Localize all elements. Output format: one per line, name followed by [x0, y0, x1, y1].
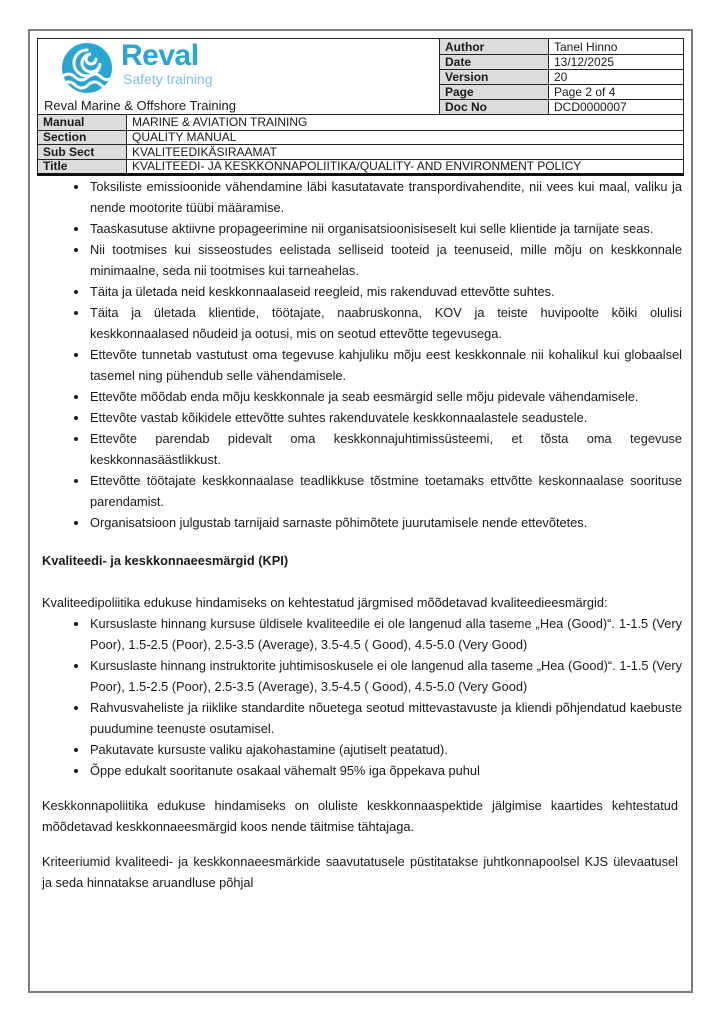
meta-value: 13/12/2025 — [549, 54, 683, 69]
doc-label: Title — [38, 159, 127, 174]
doc-info-table — [38, 114, 683, 173]
doc-value: QUALITY MANUAL — [127, 130, 683, 145]
meta-label: Author — [440, 39, 549, 54]
environment-paragraph: Keskkonnapoliitika edukuse hindamiseks on oluliste keskkonnaaspektide jälgimise kaartides kehtestatud mõõdetavad keskkonnaeesmärgid koos nende täitmise tähtajaga. — [42, 798, 678, 834]
meta-value: 20 — [549, 69, 683, 84]
doc-value: KVALITEEDI- JA KESKKONNAPOLIITIKA/QUALITY- AND ENVIRONMENT POLICY — [127, 159, 683, 174]
policy-bullet-item: • Organisatsioon julgustab tarnijaid sarnaste põhimõtete juurutamisele nende ettevõtetes. — [89, 512, 682, 533]
wave-swirl-icon — [60, 41, 114, 95]
kpi-bullet-item: • Rahvusvaheliste ja riiklike standardite nõuetega seotud mittevastavuste ja kliendi põhjendatud kaebuste puudumine teenuste osutamisel. — [89, 697, 682, 739]
document-page — [28, 29, 693, 993]
reval-logo — [60, 41, 433, 95]
kpi-intro-paragraph: Kvaliteedipoliitika edukuse hindamiseks on kehtestatud järgmised mõõdetavad kvaliteedieesmärgid: — [42, 595, 608, 610]
meta-value: Page 2 of 4 — [549, 84, 683, 99]
document-body — [37, 176, 684, 893]
doc-label: Sub Sect — [38, 144, 127, 159]
meta-label: Page — [440, 84, 549, 99]
policy-bullet-item: • Täita ja ületada neid keskkonnaalaseid reegleid, mis rakenduvad ettevõtte suhtes. — [89, 281, 682, 302]
doc-value: KVALITEEDIKÄSIRAAMAT — [127, 144, 683, 159]
meta-table — [38, 39, 683, 114]
kpi-bullet-item: • Pakutavate kursuste valiku ajakohastamine (ajutiselt peatatud). — [89, 739, 682, 760]
policy-bullet-item: • Taaskasutuse aktiivne propageerimine nii organisatsioonisiseselt kui selle klientide ja tarnijate seas. — [89, 218, 682, 239]
doc-label: Manual — [38, 115, 127, 130]
kpi-bullet-item: • Kursuslaste hinnang kursuse üldisele kvaliteedile ei ole langenud alla taseme „Hea (Good)“. 1-1.5 (Very Poor), 1.5-2.5 (Poor), 2.5-3.5 (Average), 3.5-4.5 ( Good), 4.5-5.0 (Very Good) — [89, 613, 682, 655]
kpi-bullet-list — [37, 613, 684, 781]
policy-bullet-item: • Ettevõte parendab pidevalt oma keskkonnajuhtimissüsteemi, et tõsta oma tegevuse keskkonnasäästlikkust. — [89, 428, 682, 470]
kpi-bullet-item: • Õppe edukalt sooritanute osakaal vähemalt 95% iga õppekava puhul — [89, 760, 682, 781]
policy-bullet-list — [37, 176, 684, 533]
brand-text — [121, 41, 213, 86]
meta-value: DCD0000007 — [549, 99, 683, 114]
document-header — [37, 38, 684, 176]
meta-label: Version — [440, 69, 549, 84]
policy-bullet-item: • Ettevõte tunnetab vastutust oma tegevuse kahjuliku mõju eest keskkonnale nii kohalikul kui globaalsel tasemel ning pühendub selle vähendamisele. — [89, 344, 682, 386]
policy-bullet-item: • Nii tootmises kui sisseostudes eelistada selliseid tooteid ja teenuseid, mille mõju on keskkonnale minimaalne, seda nii tootmises kui tarneahelas. — [89, 239, 682, 281]
doc-value: MARINE & AVIATION TRAINING — [132, 115, 308, 130]
logo-cell — [38, 39, 440, 114]
meta-label: Doc No — [440, 99, 549, 114]
policy-bullet-item: • Ettevõte vastab kõikidele ettevõtte suhtes rakenduvatele keskkonnaalastele seadustele. — [89, 407, 682, 428]
policy-bullet-item: • Ettevõte mõõdab enda mõju keskkonnale ja seab eesmärgid selle mõju pidevale vähendamisele. — [89, 386, 682, 407]
meta-label: Date — [440, 54, 549, 69]
brand-tagline: Safety training — [123, 71, 213, 87]
brand-name: Reval — [121, 39, 199, 72]
company-name: Reval Marine & Offshore Training — [44, 98, 236, 113]
criteria-paragraph: Kriteeriumid kvaliteedi- ja keskkonnaeesmärkide saavutatusele püstitatakse juhtkonnapoolsel KJS ülevaatusel ja seda hinnatakse aruandluse põhjal — [42, 854, 678, 890]
kpi-bullet-item: • Kursuslaste hinnang instruktorite juhtimisoskusele ei ole langenud alla taseme „Hea (Good)“. 1-1.5 (Very Poor), 1.5-2.5 (Poor), 2.5-3.5 (Average), 3.5-4.5 ( Good), 4.5-5.0 (Very Good) — [89, 655, 682, 697]
kpi-heading: Kvaliteedi- ja keskkonnaeesmärgid (KPI) — [42, 553, 289, 568]
policy-bullet-item: • Toksiliste emissioonide vähendamine läbi kasutatavate transpordivahendite, nii vees kui maal, valiku ja nende mootorite tüübi määramise. — [89, 176, 682, 218]
policy-bullet-item: • Täita ja ületada klientide, töötajate, naabruskonna, KOV ja teiste huvipoolte kõiki olulisi keskkonnaalased nõudeid ja ootusi, mis on seotud ettevõtte tegevusega. — [89, 302, 682, 344]
policy-bullet-item: • Ettevõtte töötajate keskkonnaalase teadlikkuse tõstmine toetamaks ettvõtte keskonnaalase soorituse parendamist. — [89, 470, 682, 512]
meta-value: Tanel Hinno — [554, 39, 618, 54]
doc-label: Section — [38, 130, 127, 145]
